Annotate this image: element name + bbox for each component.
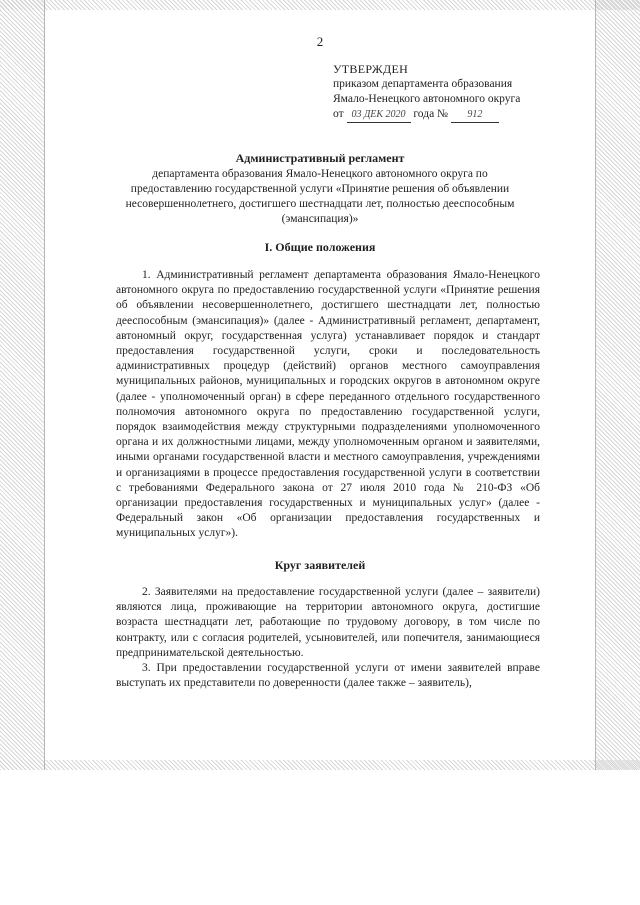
scan-edge-right — [595, 0, 596, 770]
paragraph-2 — [116, 585, 540, 691]
order-number-field: 912 — [451, 107, 499, 123]
title-body: департамента образования Ямало-Ненецкого автономного округа по предоставлению государственной услуги «Принятие решения об объявлении несовершеннолетнего, достигшего шестнадцати лет, полностью дееспособным (эмансипация)» — [125, 168, 515, 225]
section-heading-applicants: Круг заявителей — [274, 558, 366, 572]
scan-border-right — [596, 0, 640, 770]
scan-border-bottom — [0, 760, 640, 770]
paragraph-2-text: 2. Заявителями на предоставление государственной услуги (далее – заявители) являются лица, проживающие на территории автономного округа, достигшие возраста шестнадцати лет, работающие по трудовому договору, в том числе по контракту, или с согласия родителей, усыновителей, или попечителя, занимающиеся предпринимательской деятельностью. — [116, 586, 540, 659]
page-number: 2 — [316, 34, 324, 49]
year-number-label: года № — [413, 108, 449, 120]
section-heading-general: I. Общие положения — [264, 240, 376, 254]
date-field: 03 ДЕК 2020 — [347, 107, 411, 123]
title-heading: Административный регламент — [235, 151, 405, 165]
scan-edge-left — [44, 0, 45, 770]
scan-border-top — [0, 0, 640, 10]
approval-line-3 — [333, 107, 520, 123]
paragraph-1-text: 1. Административный регламент департамента образования Ямало-Ненецкого автономного округа по предоставлению государственной услуги «Принятие решения об объявлении несовершеннолетнего, достигшего шестнадцати лет, полностью дееспособным (эмансипация)» (далее - Административный регламент, департамент, автономный округ, государственная услуга) устанавливает порядок и стандарт предоставления государственной услуги, сроки и последовательность административных процедур (действий) органов местного самоуправления муниципальных районов, муниципальных и городских округов в автономном округе (далее - уполномоченный орган) в сфере переданного отдельного государственного полномочия автономного округа по предоставлению государственной услуги, порядок взаимодействия между структурными подразделениями уполномоченного органа и их должностными лицами, между уполномоченным органом и заявителями, иными органами государственной власти и местного самоуправления, учреждениями и организациями в процессе предоставления государственной услуги в соответствии с требованиями Федерального закона от 27 июля 2010 года № 210-ФЗ «Об организации предоставления государственных и муниципальных услуг» (далее - Федеральный закон «Об организации предоставления государственных и муниципальных услуг»). — [116, 269, 540, 540]
document-title — [120, 151, 520, 227]
paragraph-1 — [116, 268, 540, 542]
approval-line-2: Ямало-Ненецкого автономного округа — [333, 93, 521, 105]
blank-area — [0, 770, 640, 905]
scan-border-left — [0, 0, 44, 770]
approval-line-1: приказом департамента образования — [333, 78, 513, 90]
paragraph-3-text: 3. При предоставлении государственной услуги от имени заявителей вправе выступать их представители по доверенности (далее также – заявитель), — [116, 662, 540, 690]
approval-heading: УТВЕРЖДЕН — [333, 62, 409, 76]
approval-block — [333, 62, 520, 123]
from-label: от — [333, 108, 344, 120]
